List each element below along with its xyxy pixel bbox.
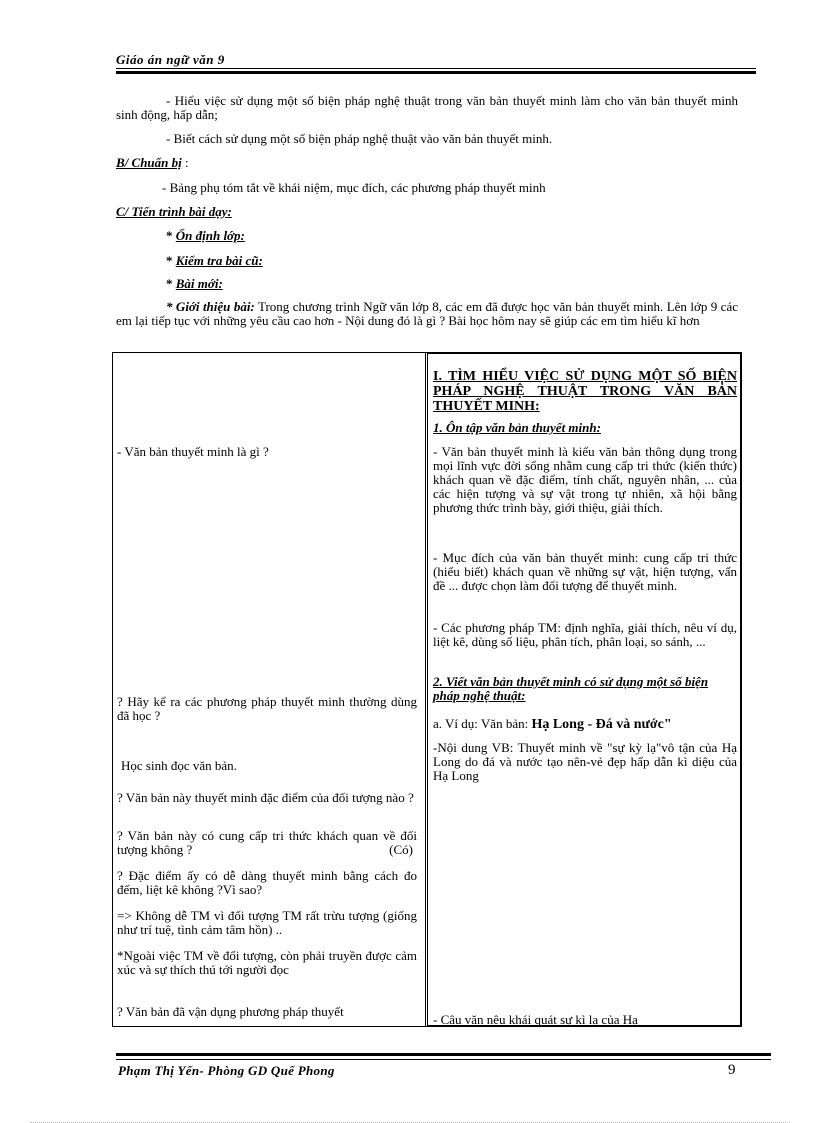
step-3-label: Bài mới: xyxy=(175,276,223,291)
step-2 xyxy=(166,254,263,268)
lesson-intro-text: Trong chương trình Ngữ văn lớp 8, các em đã được học văn bản thuyết minh. Lên lớp 9 các em lại tiếp tục với những yêu cầu cao hơn - Nội dung đó là gì ? Bài học hôm nay sẽ giúp các em tìm hiểu kĩ hơn xyxy=(116,299,738,328)
right-answer-4: -Nội dung VB: Thuyết minh về "sự kỳ lạ"vô tận của Hạ Long do đá và nước tạo nên-vẻ đẹp hấp dẫn kì diệu của Hạ Long xyxy=(433,740,737,783)
left-answer-7: => Không dễ TM vì đối tượng TM rất trừu tượng (giống như trí tuệ, tình cảm tâm hồn) .. xyxy=(117,908,417,937)
right-heading-1: I. TÌM HIỂU VIỆC SỬ DỤNG MỘT SỐ BIỆN PHÁP NGHỆ THUẬT TRONG VĂN BẢN THUYẾT MINH: xyxy=(433,369,737,414)
section-b-colon: : xyxy=(181,155,189,170)
page-number: 9 xyxy=(728,1062,736,1078)
right-heading-2: 1. Ôn tập văn bản thuyết minh: xyxy=(433,420,601,435)
step-1-label: Ổn định lớp: xyxy=(175,228,245,243)
left-question-4: ? Văn bản này thuyết minh đặc điểm của đối tượng nào ? xyxy=(117,790,414,805)
left-question-1: - Văn bản thuyết minh là gì ? xyxy=(117,444,269,459)
header-rule-thick xyxy=(116,71,756,74)
step-1 xyxy=(166,229,245,243)
left-question-9: ? Văn bản đã vận dụng phương pháp thuyết xyxy=(117,1004,344,1019)
lesson-table xyxy=(112,352,742,1027)
left-question-6: ? Đặc điểm ấy có dễ dàng thuyết minh bằng cách đo đếm, liệt kê không ?Vì sao? xyxy=(117,868,417,897)
left-question-5-text: ? Văn bản này có cung cấp tri thức khách quan về đối tượng không ? xyxy=(117,828,417,857)
step-3-bullet: * xyxy=(166,276,176,291)
step-2-label: Kiểm tra bài cũ: xyxy=(175,253,263,268)
left-question-5-answer: (Có) xyxy=(389,842,413,857)
section-b-item: - Bảng phụ tóm tắt về khái niệm, mục đích, các phương pháp thuyết minh xyxy=(162,180,546,195)
footer-author: Phạm Thị Yến- Phòng GD Quế Phong xyxy=(118,1063,335,1078)
step-2-bullet: * xyxy=(166,253,176,268)
right-answer-2: - Mục đích của văn bản thuyết minh: cung cấp tri thức (hiểu biết) khách quan về những sự vật, hiện tượng, vấn đề ... được chọn làm đối tượng để thuyết minh. xyxy=(433,550,737,593)
section-b-heading xyxy=(116,156,189,170)
section-c-heading: C/ Tiến trình bài dạy: xyxy=(116,204,232,219)
header-rule xyxy=(116,68,756,69)
lesson-intro xyxy=(116,300,738,328)
step-1-bullet: * xyxy=(166,228,176,243)
table-column-divider xyxy=(425,353,426,1026)
step-3 xyxy=(166,277,223,291)
intro-line-2: - Biết cách sử dụng một số biện pháp nghệ thuật vào văn bản thuyết minh. xyxy=(166,131,553,146)
left-question-2: ? Hãy kể ra các phương pháp thuyết minh thường dùng đã học ? xyxy=(117,694,417,723)
header-title: Giáo án ngữ văn 9 xyxy=(116,52,225,67)
footer-rule-thick xyxy=(116,1053,771,1056)
right-answer-1: - Văn bản thuyết minh là kiểu văn bản thông dụng trong mọi lĩnh vực đời sống nhằm cung cấp tri thức (kiến thức) khách quan về đặc điểm, tính chất, nguyên nhân, ... của các hiện tượng và sự vật trong tự nhiên, xã hội bằng phương thức trình bày, giới thiệu, giải thích. xyxy=(433,444,737,515)
right-example xyxy=(433,717,737,732)
footer-rule xyxy=(116,1059,771,1060)
right-example-label: a. Ví dụ: Văn bản: xyxy=(433,716,532,731)
right-answer-3: - Các phương pháp TM: định nghĩa, giải thích, nêu ví dụ, liệt kê, dùng số liệu, phân tích, phân loại, so sánh, ... xyxy=(433,620,737,649)
left-note-8: *Ngoài việc TM về đối tượng, còn phải truyền được cảm xúc và sự thích thú tới người đọc xyxy=(117,948,417,977)
section-b-title: B/ Chuẩn bị xyxy=(116,155,182,170)
intro-line-1: - Hiểu việc sử dụng một số biện pháp nghệ thuật trong văn bản thuyết minh làm cho văn bản thuyết minh sinh động, hấp dẫn; xyxy=(116,93,738,122)
left-student-reads: Học sinh đọc văn bản. xyxy=(121,758,237,773)
right-heading-3: 2. Viết văn bản thuyết minh có sử dụng một số biện pháp nghệ thuật: xyxy=(433,674,709,703)
right-answer-5: - Câu văn nêu khái quát sự kì lạ của Hạ xyxy=(433,1012,638,1027)
left-question-5 xyxy=(117,829,417,857)
lesson-intro-label: * Giới thiệu bài: xyxy=(166,299,255,314)
right-example-title: Hạ Long - Đá và nước" xyxy=(531,717,672,732)
